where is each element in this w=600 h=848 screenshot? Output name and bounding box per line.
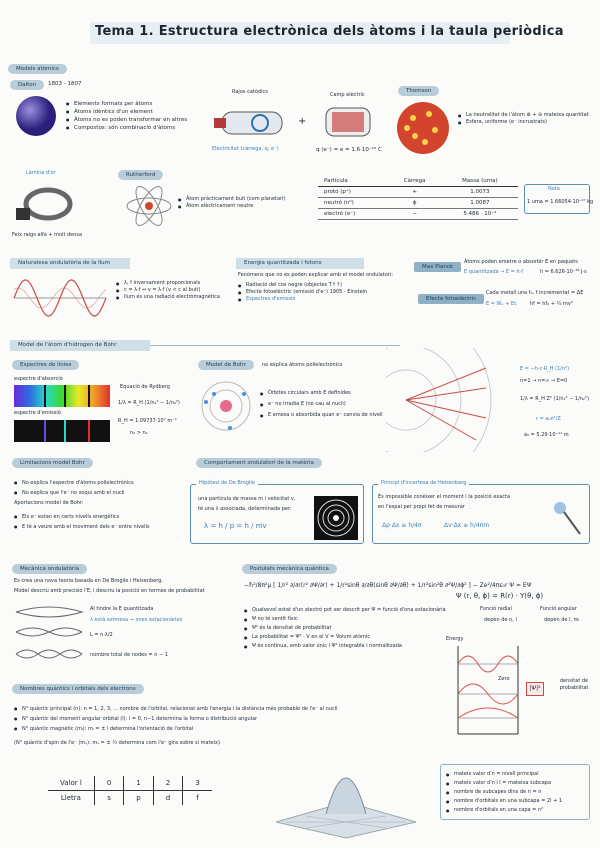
zero-label: Zero	[498, 676, 510, 682]
bohr-atom	[200, 380, 252, 432]
bohr-formula-3: 1/λ = R_H Z² (1/n₁² − 1/n₂²)	[520, 396, 589, 402]
thomson-bullet: ● Esfera, uniforme (e⁻ incrustrats)	[458, 119, 589, 126]
mecanica-bullet-4: nombre total de nodes = n − 1	[90, 652, 168, 658]
table-cell: ϕ	[388, 198, 442, 209]
bohr-bullets	[260, 388, 383, 421]
dalton-years: 1803 - 1807	[48, 81, 82, 87]
l-letter: d	[153, 791, 182, 806]
thomson-bullet: ● La neutralitat de l'àtom ⊕ + ⊖ mateixa quantitat	[458, 112, 589, 119]
l-table-row-label: Lletra	[48, 791, 94, 806]
table-cell: neutró (n⁰)	[318, 198, 388, 209]
particles-table	[318, 176, 518, 220]
postulats-pill: Postulats mecànica quàntica	[242, 564, 337, 574]
summary-bullet: ● mateix valor d'n i l = mateixa subcapa	[446, 779, 562, 788]
energia-bullet: ● Efecte fotoelèctric (emissió d'e⁻) 1905 - Einstein	[238, 289, 367, 296]
max-planck-pill: Max Planck	[414, 262, 461, 272]
summary-bullet: ● mateix valor d'n = nivell principal	[446, 770, 562, 779]
bohr-formula-4: r = a₀n²/Z	[536, 416, 561, 422]
table-cell: +	[388, 187, 442, 198]
model-de-bohr-pill: Model de Bohr	[198, 360, 254, 370]
l-letter-table	[48, 776, 212, 805]
energia-bullet: ● Espectres d'emissió	[238, 296, 367, 303]
bohr-formula-5: a₀ = 5.29·10⁻¹¹ m	[524, 432, 569, 438]
max-planck-text1: Àtoms poden emetre o absorbir E en paquets	[464, 259, 578, 265]
postulats-bullet: ● Ψ és contínua, amb valor únic i Ψ² integrable i normalitzada	[244, 642, 446, 651]
heisenberg-text1: És impossible conèixer el moment i la posició exacta	[378, 494, 511, 500]
rutherford-atom	[124, 184, 174, 228]
mecanica-bullet-3: L = n·λ/2	[90, 632, 113, 638]
limitacions-bullet: ● No explica que l'e⁻ no xoqui amb el nucli	[14, 488, 134, 498]
table-row	[318, 187, 518, 198]
postulats-bullet: ● Ψ² és la densitat de probabilitat	[244, 624, 446, 633]
probability-surface-plot	[266, 752, 426, 840]
de-broglie-label: Hipòtesi de De Broglie	[196, 480, 258, 487]
summary-bullets	[446, 770, 562, 815]
energia-band: Energia quantitzada i fotons	[236, 258, 364, 269]
comportament-pill: Comportament ondulatori de la matèria	[196, 458, 322, 468]
table-row	[318, 209, 518, 220]
particles-header: Massa (uma)	[442, 176, 518, 187]
depen-angular: depèn de l, mₗ	[544, 617, 580, 623]
depen-radial: depèn de n, l	[484, 617, 517, 623]
de-broglie-text2: té una λ associada, determinada per:	[198, 506, 292, 512]
max-planck-text3: h = 6.626·10⁻³⁴ J·s	[540, 269, 587, 275]
rutherford-pill: Rutherford	[118, 170, 163, 180]
l-value: 0	[94, 776, 123, 791]
dalton-bullet: ● Compostos: són combinació d'àtoms	[66, 124, 187, 132]
aportacions-bullet: ● Els e⁻ estan en certs nivells energètics	[14, 512, 149, 522]
nombres-bullet: ● N° quàntic del moment angular orbital (l): l = 0, n−1 determina la forma o distribució angular	[14, 714, 338, 724]
table-cell: 1.0087	[442, 198, 518, 209]
particles-header: Partícula	[318, 176, 388, 187]
funcio-radial: Funció radial	[480, 606, 512, 612]
dalton-bullet: ● Àtoms no es poden transformar en altres	[66, 116, 187, 124]
l-letter: s	[94, 791, 123, 806]
naturalesa-bullets	[116, 280, 220, 301]
espectres-pill: Espectres de línies	[12, 360, 79, 370]
model-bohr-band: Model de l'àtom d'hidrogen de Bohr	[10, 340, 150, 351]
lamina-or-label: Làmina d'or	[26, 170, 56, 176]
energia-bullet: ● Radiació del cos negre (objectes T↑↑)	[238, 282, 367, 289]
dalton-sphere	[14, 94, 58, 138]
particles-header: Càrrega	[388, 176, 442, 187]
rydberg-formula: 1/λ = R_H (1/n₁² − 1/n₂²)	[118, 400, 180, 406]
emission-spectrum	[14, 420, 110, 442]
schrodinger-equation: −ħ²/8π²μ [ 1/r² ∂/∂r(r² ∂Ψ/∂r) + 1/r²sinθ ∂/∂θ(sinθ ∂Ψ/∂θ) + 1/r²sin²θ ∂²Ψ/∂ϕ² ] − Ze²/4πε₀r Ψ = EΨ	[244, 582, 532, 589]
dalton-bullets	[66, 100, 187, 132]
rutherford-bullet: ● Àtom elèctricament neutre	[178, 203, 285, 210]
spin-text: (N° quàntic d'spin de l'e⁻ (mₛ): mₛ = ± ½ determina com l'e⁻ gira sobre si mateix)	[14, 740, 220, 746]
nota-label: Nota	[548, 186, 560, 192]
absorcio-label: espectre d'absorció	[14, 376, 63, 382]
model-de-bohr-desc: no explica àtoms polielectrònics	[262, 362, 343, 368]
aportacions-label: Aportacions model de Bohr:	[14, 500, 84, 506]
page-title: Tema 1. Estructura electrònica dels àtoms i la taula periòdica	[95, 24, 564, 39]
aportacions-bullet: ● E té a veure amb el moviment dels e⁻ entre nivells	[14, 522, 149, 532]
postulats-bullet: ● La probabilitat = Ψ² · V en el V = Volum atòmic	[244, 633, 446, 642]
nombres-bullet: ● N° quàntic magnètic (mₗ): mₗ = ± l determina l'orientació de l'orbital	[14, 724, 338, 734]
thomson-plum-pudding	[395, 100, 451, 156]
dalton-bullet: ● Elements formats per àtoms	[66, 100, 187, 108]
bohr-bullet: ● E emesa o absorbida quan e⁻ canvia de nivell	[260, 410, 383, 421]
thomson-pill: Thomson	[398, 86, 439, 96]
nombres-pill: Nombres quàntics i orbitals dels electrons	[12, 684, 144, 694]
wave-function-split: Ψ (r, θ, ϕ) = R(r) · Y(θ, ϕ)	[456, 592, 544, 600]
particules-alfa-label: Feix raigs alfa + molt densa	[12, 232, 83, 238]
table-cell: −	[388, 209, 442, 220]
summary-bullet: ● nombre d'orbitals en una capa = n²	[446, 806, 562, 815]
l-value: 2	[153, 776, 182, 791]
table-cell: protó (p⁺)	[318, 187, 388, 198]
bohr-formula-2: n=1 → n=∞ → E=0	[520, 378, 568, 384]
thomson-bullets	[458, 112, 589, 126]
diffraction-pattern	[314, 496, 358, 540]
efecte-text1: Cada metall una f₀, f incrementat = ΔE	[486, 290, 584, 296]
mecanica-text1: Es crea una nova teoria basada en De Broglie i Heisenberg.	[14, 578, 163, 584]
aportacions-bullets	[14, 512, 149, 532]
max-planck-text2: E quantitzada → E = h·f	[464, 269, 523, 275]
emissio-label: espectre d'emissió	[14, 410, 61, 416]
table-cell: 5.486 · 10⁻⁴	[442, 209, 518, 220]
naturalesa-band: Naturalesa ondulatòria de la llum	[10, 258, 130, 269]
densitat-label: densitat de probabilitat	[559, 678, 589, 691]
table-row	[318, 198, 518, 209]
table-cell: electró (e⁻)	[318, 209, 388, 220]
l-value: 1	[124, 776, 153, 791]
l-letter: p	[124, 791, 153, 806]
models-atomics-pill: Models atòmics	[8, 64, 67, 74]
absorption-spectrum	[14, 385, 110, 407]
energia-intro: Fenòmens que no es poden explicar amb el model ondulatori:	[238, 272, 393, 278]
limitacions-pill: Limitacions model Bohr	[12, 458, 93, 468]
efecte-fotoelectric-pill: Efecte fotoelèctric	[418, 294, 484, 304]
heisenberg-text2: en l'espai per propi fet de mesurar	[378, 504, 465, 510]
rutherford-bullet: ● Àtom pràcticament buit (com planetari)	[178, 196, 285, 203]
limitacions-bullets	[14, 478, 134, 498]
divider	[150, 345, 400, 346]
summary-bullet: ● nombre de subcapes dins de n = n	[446, 788, 562, 797]
camp-electric-label: Camp elèctric	[330, 92, 365, 98]
postulats-bullets	[244, 606, 446, 651]
nombres-bullet: ● N° quàntic principal (n): n = 1, 2, 3, ... nombre de l'orbital, relacionat amb l'energia i la distància més probable de l'e⁻ al nucli	[14, 704, 338, 714]
mecanica-bullet-2: λ està sotmesa → ones estacionàries	[90, 617, 183, 623]
gold-foil-diagram	[12, 182, 74, 228]
rydberg-label: Equació de Rydberg	[120, 384, 170, 390]
l-table-row-label: Valor l	[48, 776, 94, 791]
heisenberg-label: Principi d'incertesa de Heisenberg	[378, 480, 469, 487]
n-condition: n₂ > n₁	[130, 430, 148, 436]
rh-value: R_H = 1.09737·10⁷ m⁻¹	[118, 418, 177, 424]
l-letter: f	[196, 794, 199, 802]
heisenberg-formula-2: Δv·Δx ≥ h/4πm	[444, 522, 490, 529]
mecanica-pill: Mecànica ondulatòria	[12, 564, 87, 574]
rajos-catodics-label: Rajos catòdics	[232, 89, 268, 95]
microscope-icon	[548, 494, 584, 538]
energy-level-diagram	[386, 348, 510, 452]
postulats-bullet: ● Qualsevol estat d'un electró pot ser descrit per Ψ = funció d'ona estacionària	[244, 606, 446, 615]
mecanica-text2: Model descriu amb precisió l'E, i descriu la posició en termes de probabilitat	[14, 588, 205, 594]
cathode-ray-tube-diagram	[212, 100, 292, 146]
energia-bullets	[238, 282, 367, 303]
limitacions-bullet: ● No explica l'espectre d'àtoms polielectrònics	[14, 478, 134, 488]
rutherford-bullets	[178, 196, 285, 210]
particle-in-box-diagram	[452, 644, 524, 736]
electric-field-diagram	[318, 102, 378, 142]
bohr-bullet: ● e⁻ no irradia E (no cau al nucli)	[260, 399, 383, 410]
nota-text: 1 uma = 1.66054·10⁻²⁷ kg	[527, 199, 594, 205]
electricitat-caption: Electricitat (càrrega, q, e⁻)	[212, 146, 279, 152]
table-cell: 1.0073	[442, 187, 518, 198]
efecte-text3: hf = hf₀ + ½ mv²	[530, 301, 573, 307]
energy-axis-label: Energy	[446, 636, 464, 642]
naturalesa-bullet: ● λ, f inversament proporcionals	[116, 280, 220, 287]
efecte-text2: E = Wₑ + Eᴄ	[486, 301, 517, 307]
de-broglie-text1: una partícula de massa m i velocitat v,	[198, 496, 296, 502]
heisenberg-formula-1: Δp·Δx ≥ h/4π	[382, 522, 422, 529]
psi-squared-box: |Ψ|²	[526, 682, 544, 696]
naturalesa-bullet: ● llum és una radiació electromagnètica	[116, 294, 220, 301]
dalton-bullet: ● Àtoms idèntics d'un element	[66, 108, 187, 116]
nombres-bullets	[14, 704, 338, 734]
bohr-bullet: ● Òrbites circulars amb E definides	[260, 388, 383, 399]
charge-caption: q (e⁻) = e = 1.6·10⁻¹⁹ C	[316, 147, 382, 153]
bohr-formula-1: E = −h·c·R_H (1/n²)	[520, 366, 570, 372]
postulats-bullet: ● Ψ no té sentit físic	[244, 615, 446, 624]
de-broglie-formula: λ = h / p = h / mv	[204, 522, 267, 530]
wave-plot	[12, 274, 108, 322]
dalton-pill: Dalton	[10, 80, 44, 90]
mecanica-bullet-1: Al tindre la E quantitzada	[90, 606, 154, 612]
summary-bullet: ● nombre d'orbitals en una subcapa = 2l + 1	[446, 797, 562, 806]
naturalesa-bullet: ● c = λ·f ↔ v = λ·f (v < c al buit)	[116, 287, 220, 294]
funcio-angular: Funció angular	[540, 606, 577, 612]
standing-waves-diagram	[14, 604, 84, 670]
l-value: 3	[183, 776, 212, 791]
plus-sign: +	[298, 116, 307, 127]
